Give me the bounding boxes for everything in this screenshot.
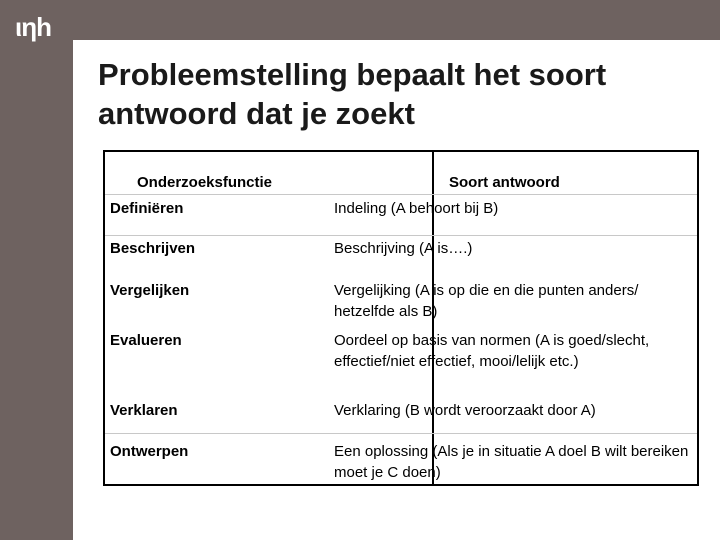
row-5-antwoord: Verklaring (B wordt veroorzaakt door A) (334, 402, 596, 419)
row-6-functie: Ontwerpen (110, 443, 189, 460)
row-4-antwoord: Oordeel op basis van normen (A is goed/slecht, effectief/niet effectief, mooi/lelijk etc.) (334, 332, 650, 370)
row-separator (105, 433, 697, 434)
logo: ιηh (15, 12, 51, 42)
top-band (0, 0, 720, 40)
row-1-antwoord: Indeling (A behoort bij B) (334, 200, 499, 217)
slide-title: Probleemstelling bepaalt het soort antwoord dat je zoekt (98, 57, 607, 131)
row-3-functie: Vergelijken (110, 282, 190, 299)
row-separator (105, 194, 697, 195)
header-soort-antwoord: Soort antwoord (449, 174, 560, 191)
row-6-antwoord: Een oplossing (Als je in situatie A doel B wilt bereiken moet je C doen) (334, 443, 689, 481)
answer-table (103, 150, 699, 486)
sidebar (0, 0, 73, 540)
row-2-functie: Beschrijven (110, 240, 196, 257)
row-1-functie: Definiëren (110, 200, 184, 217)
row-separator (105, 235, 697, 236)
row-4-functie: Evalueren (110, 332, 182, 349)
row-2-antwoord: Beschrijving (A is….) (334, 240, 473, 257)
header-onderzoeksfunctie: Onderzoeksfunctie (137, 174, 273, 191)
row-5-functie: Verklaren (110, 402, 178, 419)
row-3-antwoord: Vergelijking (A is op die en die punten anders/ hetzelfde als B) (334, 282, 639, 320)
